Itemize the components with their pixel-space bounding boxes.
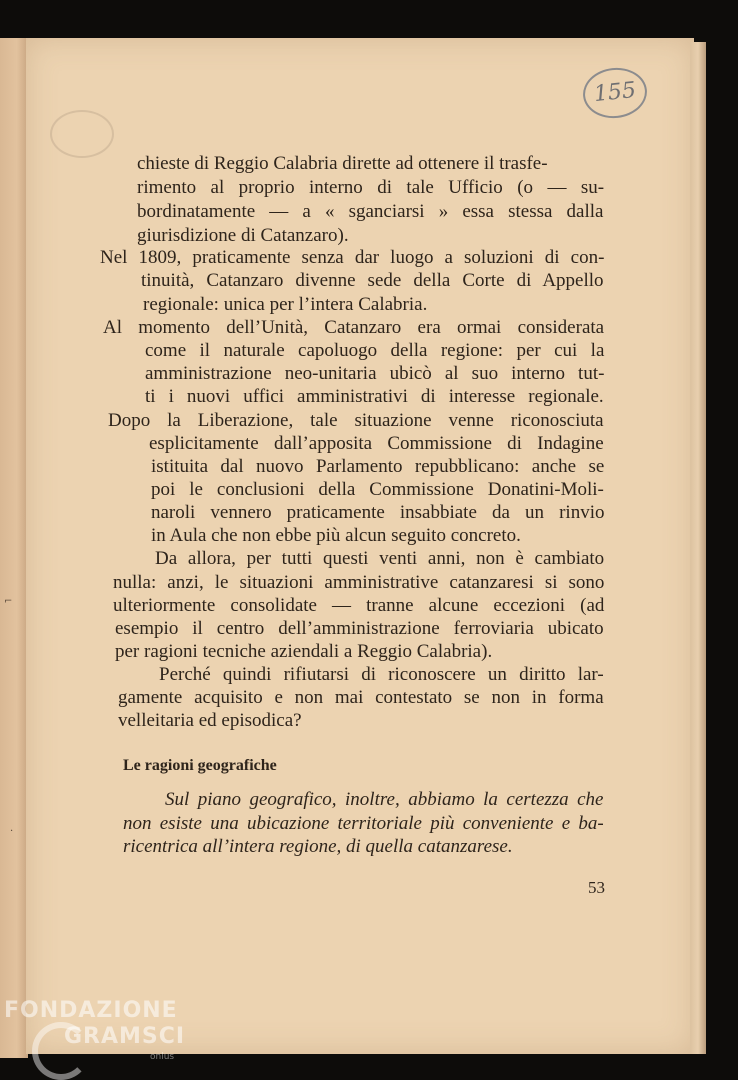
text-line: in Aula che non ebbe più alcun seguito concreto.	[151, 525, 521, 546]
text-line: chieste di Reggio Calabria dirette ad ottenere il trasfe-	[137, 153, 548, 174]
text-line: naroli vennero praticamente insabbiate da un rinvio	[151, 502, 605, 523]
watermark	[4, 998, 204, 1078]
text-line: giurisdizione di Catanzaro).	[137, 225, 349, 246]
italic-line: non esiste una ubicazione territoriale più conveniente e ba-	[123, 813, 604, 834]
margin-mark: ⌐	[4, 596, 13, 607]
text-line: amministrazione neo-unitaria ubicò al suo interno tut-	[145, 363, 605, 384]
italic-line: Sul piano geografico, inoltre, abbiamo la certezza che	[165, 789, 604, 810]
page-edge	[690, 42, 706, 1054]
text-line: Nel 1809, praticamente senza dar luogo a soluzioni di con-	[100, 247, 605, 268]
facing-page-edge	[0, 38, 28, 1058]
text-line: ulteriormente consolidate — tranne alcune eccezioni (ad	[113, 595, 605, 616]
watermark-line2: GRAMSCI	[64, 1024, 186, 1049]
ghost-folio-stamp	[50, 110, 114, 158]
watermark-line1: FONDAZIONE	[4, 998, 178, 1023]
text-line: velleitaria ed episodica?	[118, 710, 302, 731]
text-line: esplicitamente dall’apposita Commissione di Indagine	[149, 433, 604, 454]
folio-stamp: 155	[581, 65, 650, 121]
margin-mark: ·	[10, 826, 14, 837]
text-line: esempio il centro dell’amministrazione ferroviaria ubicato	[115, 618, 604, 639]
section-heading: Le ragioni geografiche	[123, 757, 277, 774]
text-line: istituita dal nuovo Parlamento repubblicano: anche se	[151, 456, 605, 477]
text-line: Perché quindi rifiutarsi di riconoscere un diritto lar-	[159, 664, 604, 685]
text-line: poi le conclusioni della Commissione Donatini-Moli-	[151, 479, 604, 500]
italic-line: ricentrica all’intera regione, di quella catanzarese.	[123, 836, 513, 857]
text-line: bordinatamente — a « sganciarsi » essa stessa dalla	[137, 201, 604, 222]
page-number: 53	[588, 878, 605, 897]
text-line: Dopo la Liberazione, tale situazione venne riconosciuta	[108, 410, 604, 431]
text-line: come il naturale capoluogo della regione: per cui la	[145, 340, 605, 361]
text-line: Da allora, per tutti questi venti anni, non è cambiato	[155, 548, 605, 569]
text-line: per ragioni tecniche aziendali a Reggio Calabria).	[115, 641, 493, 662]
text-line: rimento al proprio interno di tale Ufficio (o — su-	[137, 177, 605, 198]
text-line: ti i nuovi uffici amministrativi di interesse regionale.	[145, 386, 604, 407]
text-line: nulla: anzi, le situazioni amministrative catanzaresi si sono	[113, 572, 605, 593]
text-line: Al momento dell’Unità, Catanzaro era ormai considerata	[103, 317, 605, 338]
watermark-suffix: onlus	[150, 1052, 175, 1062]
text-line: gamente acquisito e non mai contestato se non in forma	[118, 687, 604, 708]
text-line: regionale: unica per l’intera Calabria.	[143, 294, 428, 315]
text-line: tinuità, Catanzaro divenne sede della Corte di Appello	[141, 270, 604, 291]
